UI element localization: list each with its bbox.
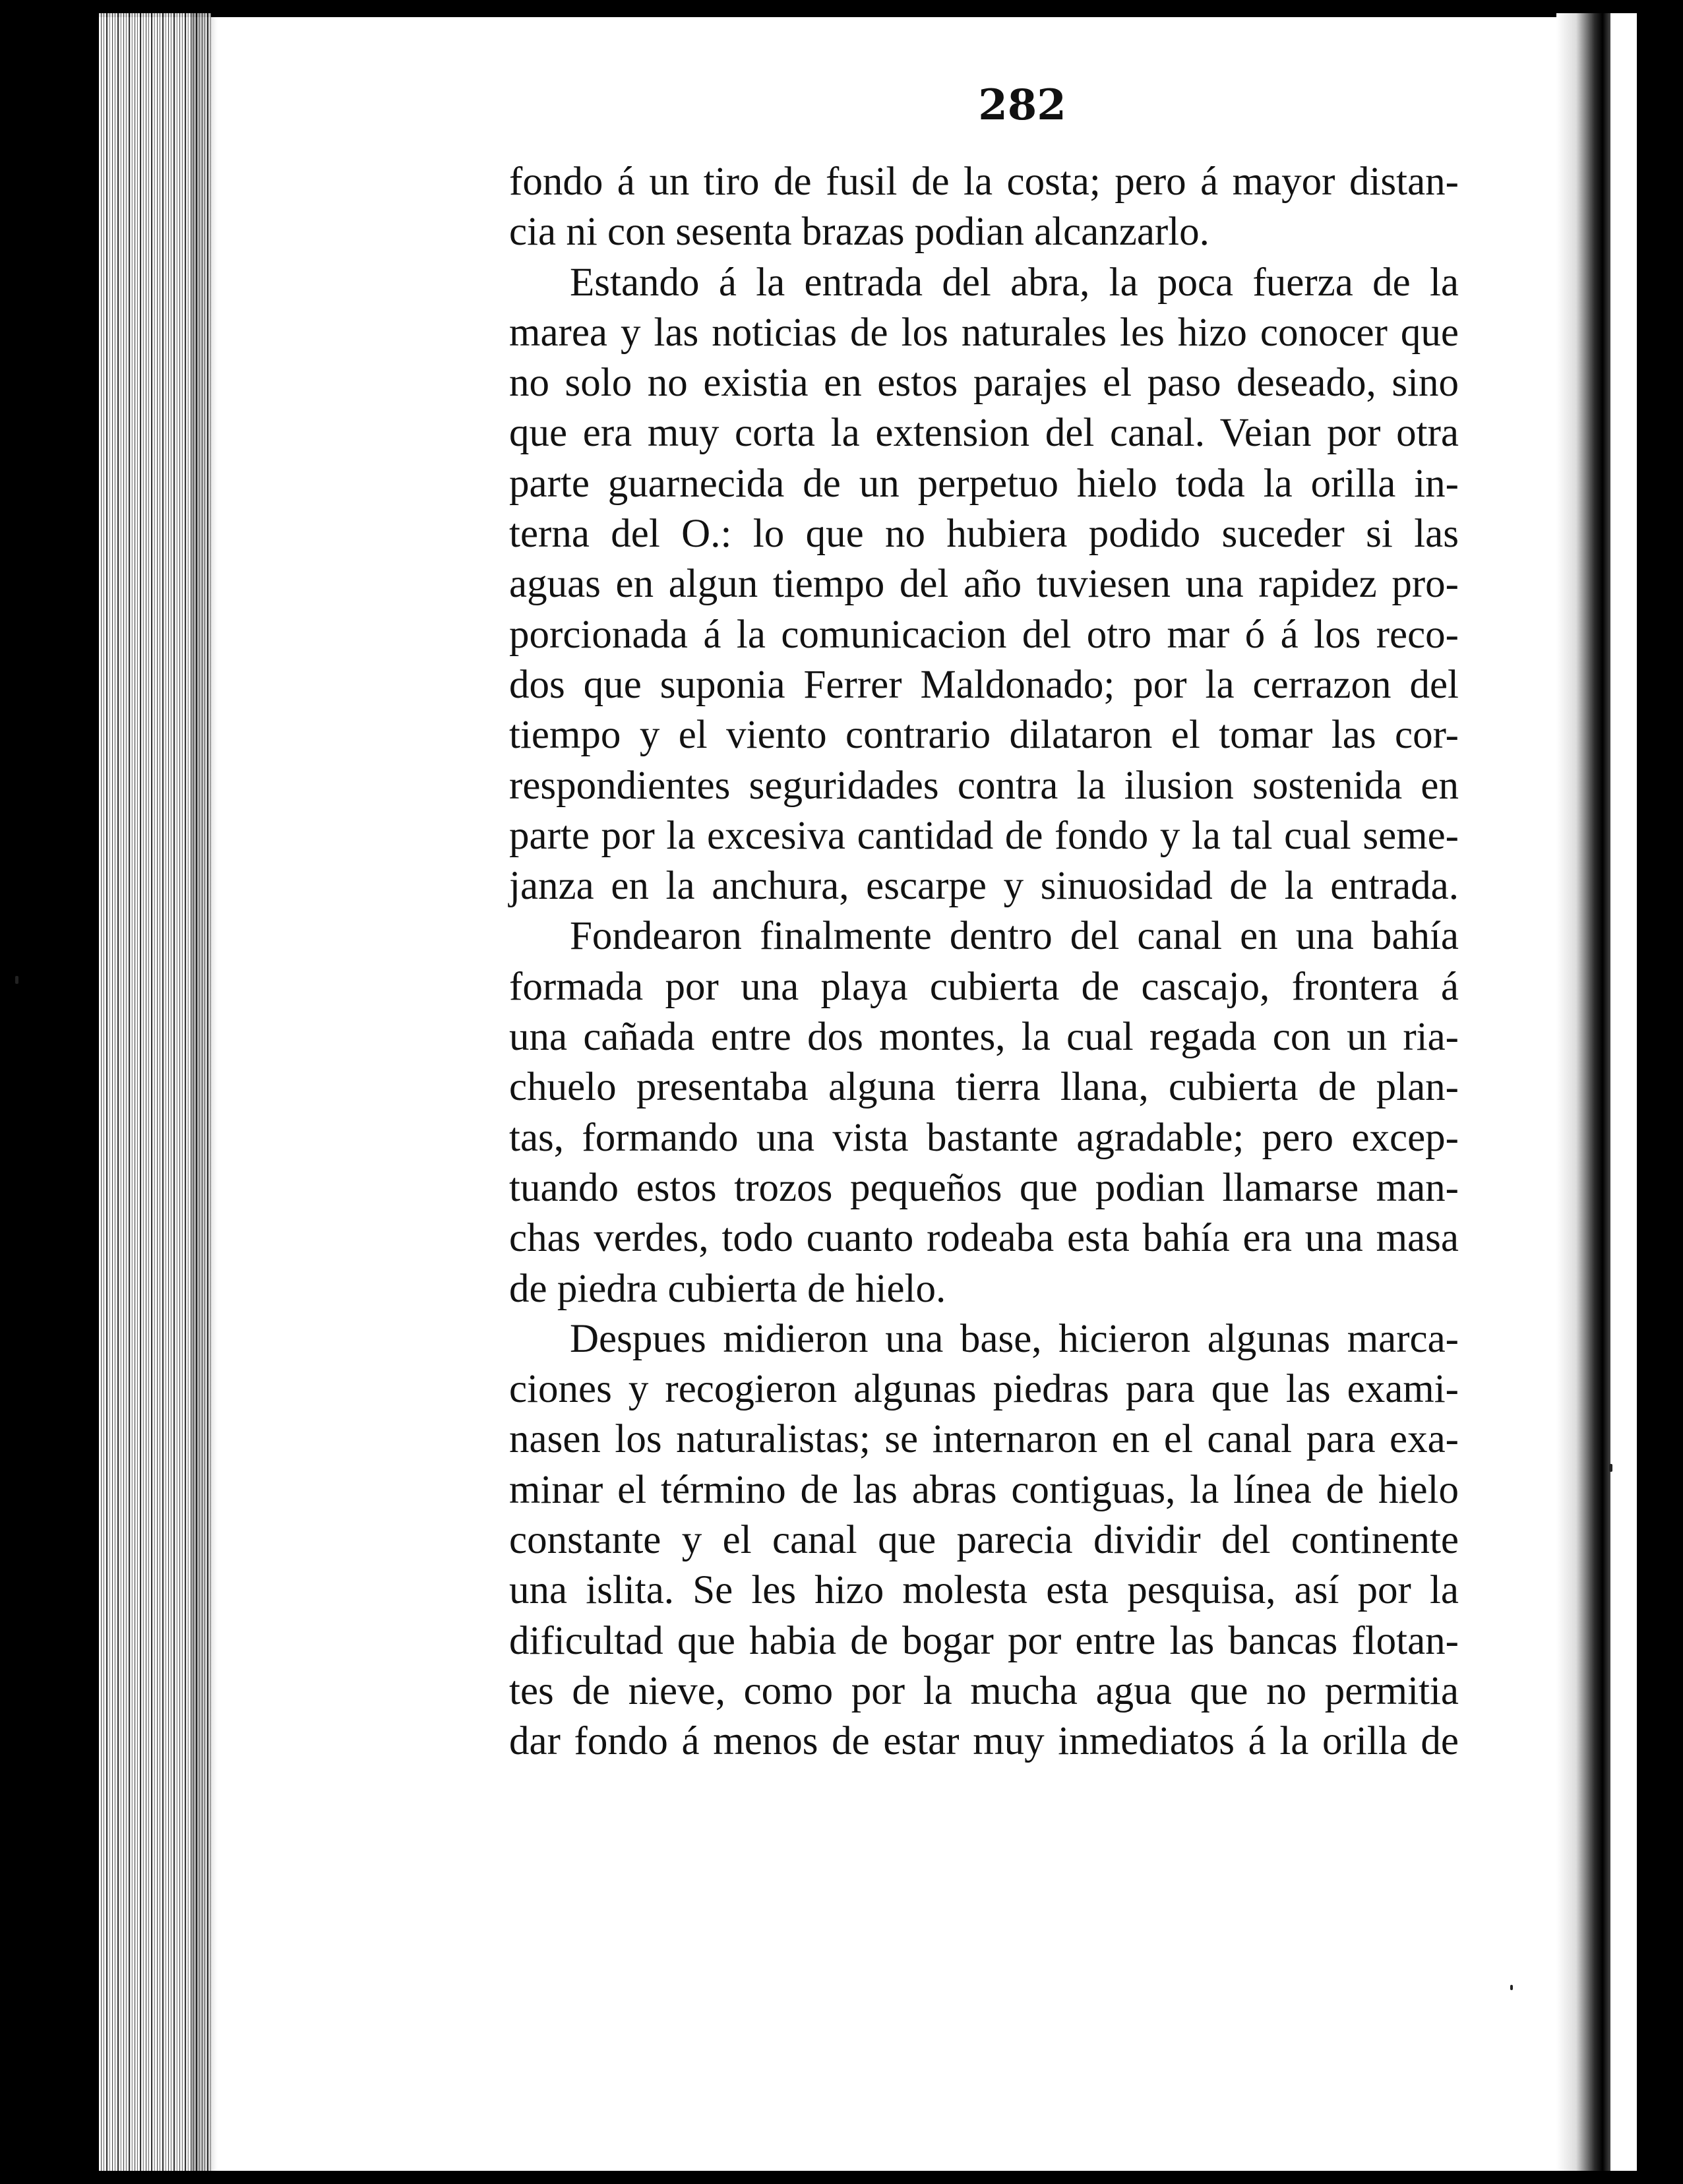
text-line: no solo no existia en estos parajes el paso deseado, sino — [509, 361, 1459, 406]
text-line: chas verdes, todo cuanto rodeaba esta bahía era una masa — [509, 1216, 1459, 1261]
stray-mark — [1510, 1985, 1513, 1990]
stray-mark — [15, 976, 18, 984]
text-line: fondo á un tiro de fusil de la costa; pero á mayor distan- — [509, 160, 1459, 204]
text-line: chuelo presentaba alguna tierra llana, cubierta de plan- — [509, 1065, 1459, 1110]
page-edge-shadow — [191, 13, 218, 2171]
text-line: porcionada á la comunicacion del otro mar ó á los reco- — [509, 612, 1459, 657]
text-line: nasen los naturalistas; se internaron en el canal para exa- — [509, 1417, 1459, 1462]
text-line: Estando á la entrada del abra, la poca fuerza de la — [570, 260, 1459, 305]
scan-border-left — [0, 0, 99, 2184]
text-line: tas, formando una vista bastante agradable; pero excep- — [509, 1115, 1459, 1160]
text-line: tiempo y el viento contrario dilataron el tomar las cor- — [509, 713, 1459, 758]
text-line: dar fondo á menos de estar muy inmediatos á la orilla de — [509, 1719, 1459, 1764]
text-line: aguas en algun tiempo del año tuviesen una rapidez pro- — [509, 562, 1459, 607]
text-line: Fondearon finalmente dentro del canal en una bahía — [570, 914, 1459, 959]
text-line: que era muy corta la extension del canal. Veian por otra — [509, 411, 1459, 456]
scan-border-bottom — [0, 2171, 1683, 2184]
text-line: parte guarnecida de un perpetuo hielo toda la orilla in- — [509, 461, 1459, 506]
facing-page-strip — [1610, 13, 1637, 2171]
text-line: formada por una playa cubierta de cascajo, frontera á — [509, 964, 1459, 1009]
text-line: respondientes seguridades contra la ilusion sostenida en — [509, 763, 1459, 808]
text-line: dificultad que habia de bogar por entre las bancas flotan- — [509, 1618, 1459, 1663]
text-line: de piedra cubierta de hielo. — [509, 1266, 946, 1311]
text-line: tuando estos trozos pequeños que podian llamarse man- — [509, 1165, 1459, 1210]
text-line: tes de nieve, como por la mucha agua que no permitia — [509, 1668, 1459, 1713]
text-line: minar el término de las abras contiguas, la línea de hielo — [509, 1467, 1459, 1512]
text-line: marea y las noticias de los naturales les hizo conocer que — [509, 310, 1459, 355]
scan-border-top — [0, 0, 1683, 17]
text-line: una cañada entre dos montes, la cual regada con un ria- — [509, 1015, 1459, 1060]
page-number: 282 — [978, 80, 1066, 130]
text-line: constante y el canal que parecia dividir del continente — [509, 1518, 1459, 1563]
text-line: parte por la excesiva cantidad de fondo y la tal cual seme- — [509, 813, 1459, 858]
stray-mark — [1609, 1464, 1612, 1472]
text-line: dos que suponia Ferrer Maldonado; por la cerrazon del — [509, 662, 1459, 707]
text-line: janza en la anchura, escarpe y sinuosidad de la entrada. — [509, 864, 1459, 909]
text-line: una islita. Se les hizo molesta esta pesquisa, así por la — [509, 1568, 1459, 1613]
book-gutter-right — [1556, 13, 1610, 2171]
text-line: cia ni con sesenta brazas podian alcanzarlo. — [509, 210, 1209, 255]
text-line: ciones y recogieron algunas piedras para que las exami- — [509, 1367, 1459, 1412]
text-line: Despues midieron una base, hicieron algunas marca- — [570, 1316, 1459, 1361]
text-line: terna del O.: lo que no hubiera podido suceder si las — [509, 512, 1459, 557]
body-text — [509, 157, 1459, 1767]
